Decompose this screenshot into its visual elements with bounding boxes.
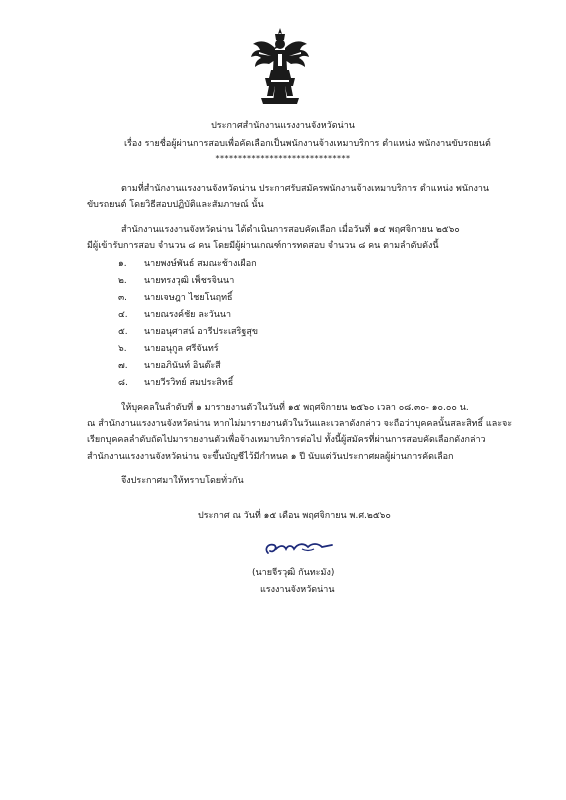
list-item: ๕. นายอนุศาสน์ อารีประเสริฐสุข [118,327,258,337]
paragraph-3-line-1: ให้บุคคลในลำดับที่ ๑ มารายงานตัวในวันที่ ๑๕ พฤศจิกายน ๒๕๖๐ เวลา ๐๘.๓๐- ๑๐.๐๐ น. [121,403,469,413]
garuda-emblem-icon [249,26,311,106]
list-item: ๑. นายพงษ์พันธ์ สมณะช้างเผือก [118,259,257,269]
announcement-date: ประกาศ ณ วันที่ ๑๕ เดือน พฤศจิกายน พ.ศ.๒๕๖๐ [198,511,391,521]
signer-name: (นายจีรวุฒิ กันทะมัง) [252,568,335,578]
list-item: ๔. นายณรงค์ชัย ละวันนา [118,310,232,320]
signature-image [262,537,342,561]
paragraph-3-line-2: ณ สำนักงานแรงงานจังหวัดน่าน หากไม่มารายงานตัวในวันและเวลาดังกล่าว จะถือว่าบุคคลนั้นสละสิทธิ์ และจะ [87,419,513,429]
list-item: ๖. นายอนุกูล ศรีจันทร์ [118,344,219,354]
paragraph-3-line-3: เรียกบุคคลลำดับถัดไปมารายงานตัวเพื่อจ้างเหมาบริการต่อไป ทั้งนี้ผู้สมัครที่ผ่านการสอบคัดเลือกดังกล่าว [87,435,486,445]
list-item: ๗. นายอภินันท์ อินต๊ะสี [118,361,221,371]
signer-title: แรงงานจังหวัดน่าน [260,585,335,595]
closing-statement: จึงประกาศมาให้ทราบโดยทั่วกัน [121,476,244,486]
list-item: ๒. นายทรงวุฒิ เพ็ชรจินนา [118,276,235,286]
paragraph-2-line-1: สำนักงานแรงงานจังหวัดน่าน ได้ดำเนินการสอบคัดเลือก เมื่อวันที่ ๑๔ พฤศจิกายน ๒๕๖๐ [121,225,460,235]
paragraph-2-line-2: มีผู้เข้ารับการสอบ จำนวน ๘ คน โดยมีผู้ผ่านเกณฑ์การทดสอบ จำนวน ๘ คน ตามลำดับดังนี้ [87,241,439,251]
paragraph-1-line-2: ขับรถยนต์ โดยวิธีสอบปฏิบัติและสัมภาษณ์ นั้น [87,200,264,210]
list-item: ๘. นายวีรวิทย์ สมประสิทธิ์ [118,378,234,388]
document-heading: ประกาศสำนักงานแรงงานจังหวัดน่าน [211,121,355,131]
paragraph-3-line-4: สำนักงานแรงงานจังหวัดน่าน จะขึ้นบัญชีไว้มีกำหนด ๑ ปี นับแต่วันประกาศผลผู้ผ่านการคัดเลือก [87,452,454,462]
paragraph-1-line-1: ตามที่สำนักงานแรงงานจังหวัดน่าน ประกาศรับสมัครพนักงานจ้างเหมาบริการ ตำแหน่ง พนักงาน [121,184,490,194]
heading-divider: ****************************** [215,154,351,163]
document-subject: เรื่อง รายชื่อผู้ผ่านการสอบเพื่อคัดเลือกเป็นพนักงานจ้างเหมาบริการ ตำแหน่ง พนักงานขับรถยนต์ [124,139,491,149]
list-item: ๓. นายเจษฎา ไชยโนฤทธิ์ [118,293,233,303]
